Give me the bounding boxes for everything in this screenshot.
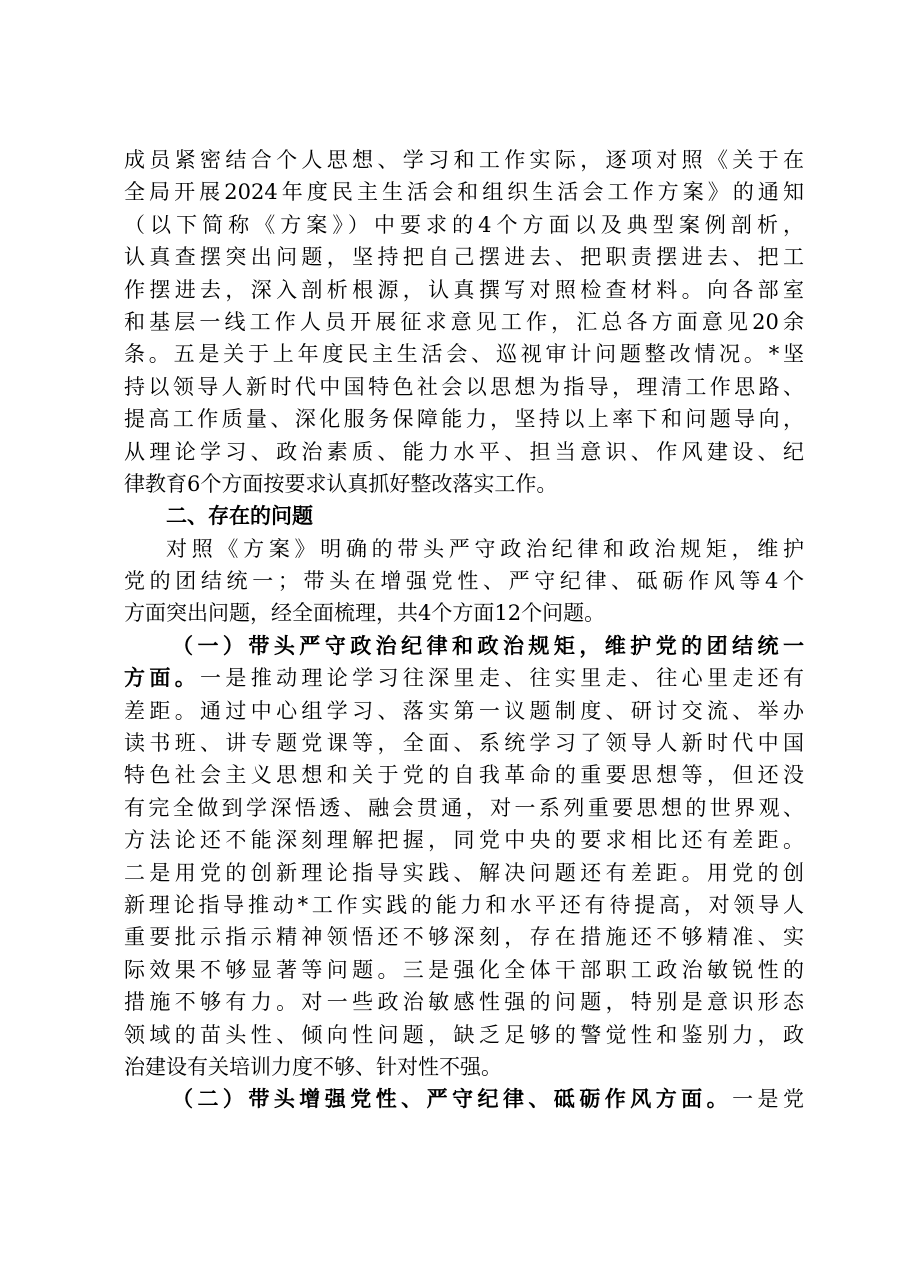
body-line: 际效果不够显著等问题。三是强化全体干部职工政治敏锐性的 xyxy=(124,957,804,982)
body-line: 认真查摆突出问题，坚持把自己摆进去、把职责摆进去、把工 xyxy=(124,245,804,270)
body-line-part: 一是党 xyxy=(732,1087,804,1112)
body-line: 重要批示指示精神领悟还不够深刻，存在措施还不够精准、实 xyxy=(124,925,804,950)
subsection-heading: （二）带头增强党性、严守纪律、砥砺作风方面。 xyxy=(172,1086,733,1112)
body-line: 和基层一线工作人员开展征求意见工作，汇总各方面意见20余 xyxy=(124,309,804,334)
body-line: 特色社会主义思想和关于党的自我革命的重要思想等，但还没 xyxy=(124,763,804,788)
body-line: 有完全做到学深悟透、融会贯通，对一系列重要思想的世界观、 xyxy=(124,795,804,820)
body-line: 党的团结统一；带头在增强党性、严守纪律、砥砺作风等4个 xyxy=(124,569,804,594)
body-line: 差距。通过中心组学习、落实第一议题制度、研讨交流、举办 xyxy=(124,698,804,723)
document-body xyxy=(124,144,804,1116)
body-line: （以下简称《方案》）中要求的4个方面以及典型案例剖析， xyxy=(124,212,804,237)
section-heading: 二、存在的问题 xyxy=(166,504,313,529)
body-line: 措施不够有力。对一些政治敏感性强的问题，特别是意识形态 xyxy=(124,990,804,1015)
body-line: 持以领导人新时代中国特色社会以思想为指导，理清工作思路、 xyxy=(124,374,804,399)
body-line: 方法论还不能深刻理解把握，同党中央的要求相比还有差距。 xyxy=(124,828,804,853)
body-line: 方面突出问题，经全面梳理，共4个方面12个问题。 xyxy=(124,601,606,626)
body-line: 成员紧密结合个人思想、学习和工作实际，逐项对照《关于在 xyxy=(124,148,804,172)
body-line: 治建设有关培训力度不够、针对性不强。 xyxy=(124,1054,502,1079)
body-line: 从理论学习、政治素质、能力水平、担当意识、作风建设、纪 xyxy=(124,439,804,464)
body-line: 二是用党的创新理论指导实践、解决问题还有差距。用党的创 xyxy=(124,860,804,885)
subsection-heading-end: 方面。 xyxy=(124,665,201,691)
body-line: 条。五是关于上年度民主生活会、巡视审计问题整改情况。*坚 xyxy=(124,342,804,367)
body-line: 新理论指导推动*工作实践的能力和水平还有待提高，对领导人 xyxy=(124,892,804,917)
body-line: 读书班、讲专题党课等，全面、系统学习了领导人新时代中国 xyxy=(124,731,804,756)
body-line-part: 一是推动理论学习往深里走、往实里走、往心里走还有 xyxy=(200,666,804,691)
body-line: 律教育6个方面按要求认真抓好整改落实工作。 xyxy=(124,471,558,496)
body-line: 对照《方案》明确的带头严守政治纪律和政治规矩，维护 xyxy=(166,536,804,561)
subsection-heading: （一）带头严守政治纪律和政治规矩，维护党的团结统一 xyxy=(172,632,804,658)
body-line xyxy=(124,662,804,694)
body-line xyxy=(124,1083,804,1115)
body-line: 作摆进去，深入剖析根源，认真撰写对照检查材料。向各部室 xyxy=(124,277,804,302)
body-line: 领域的苗头性、倾向性问题，缺乏足够的警觉性和鉴别力，政 xyxy=(124,1022,804,1047)
body-line: 全局开展2024年度民主生活会和组织生活会工作方案》的通知 xyxy=(124,180,804,205)
body-line: 提高工作质量、深化服务保障能力，坚持以上率下和问题导向， xyxy=(124,407,804,432)
